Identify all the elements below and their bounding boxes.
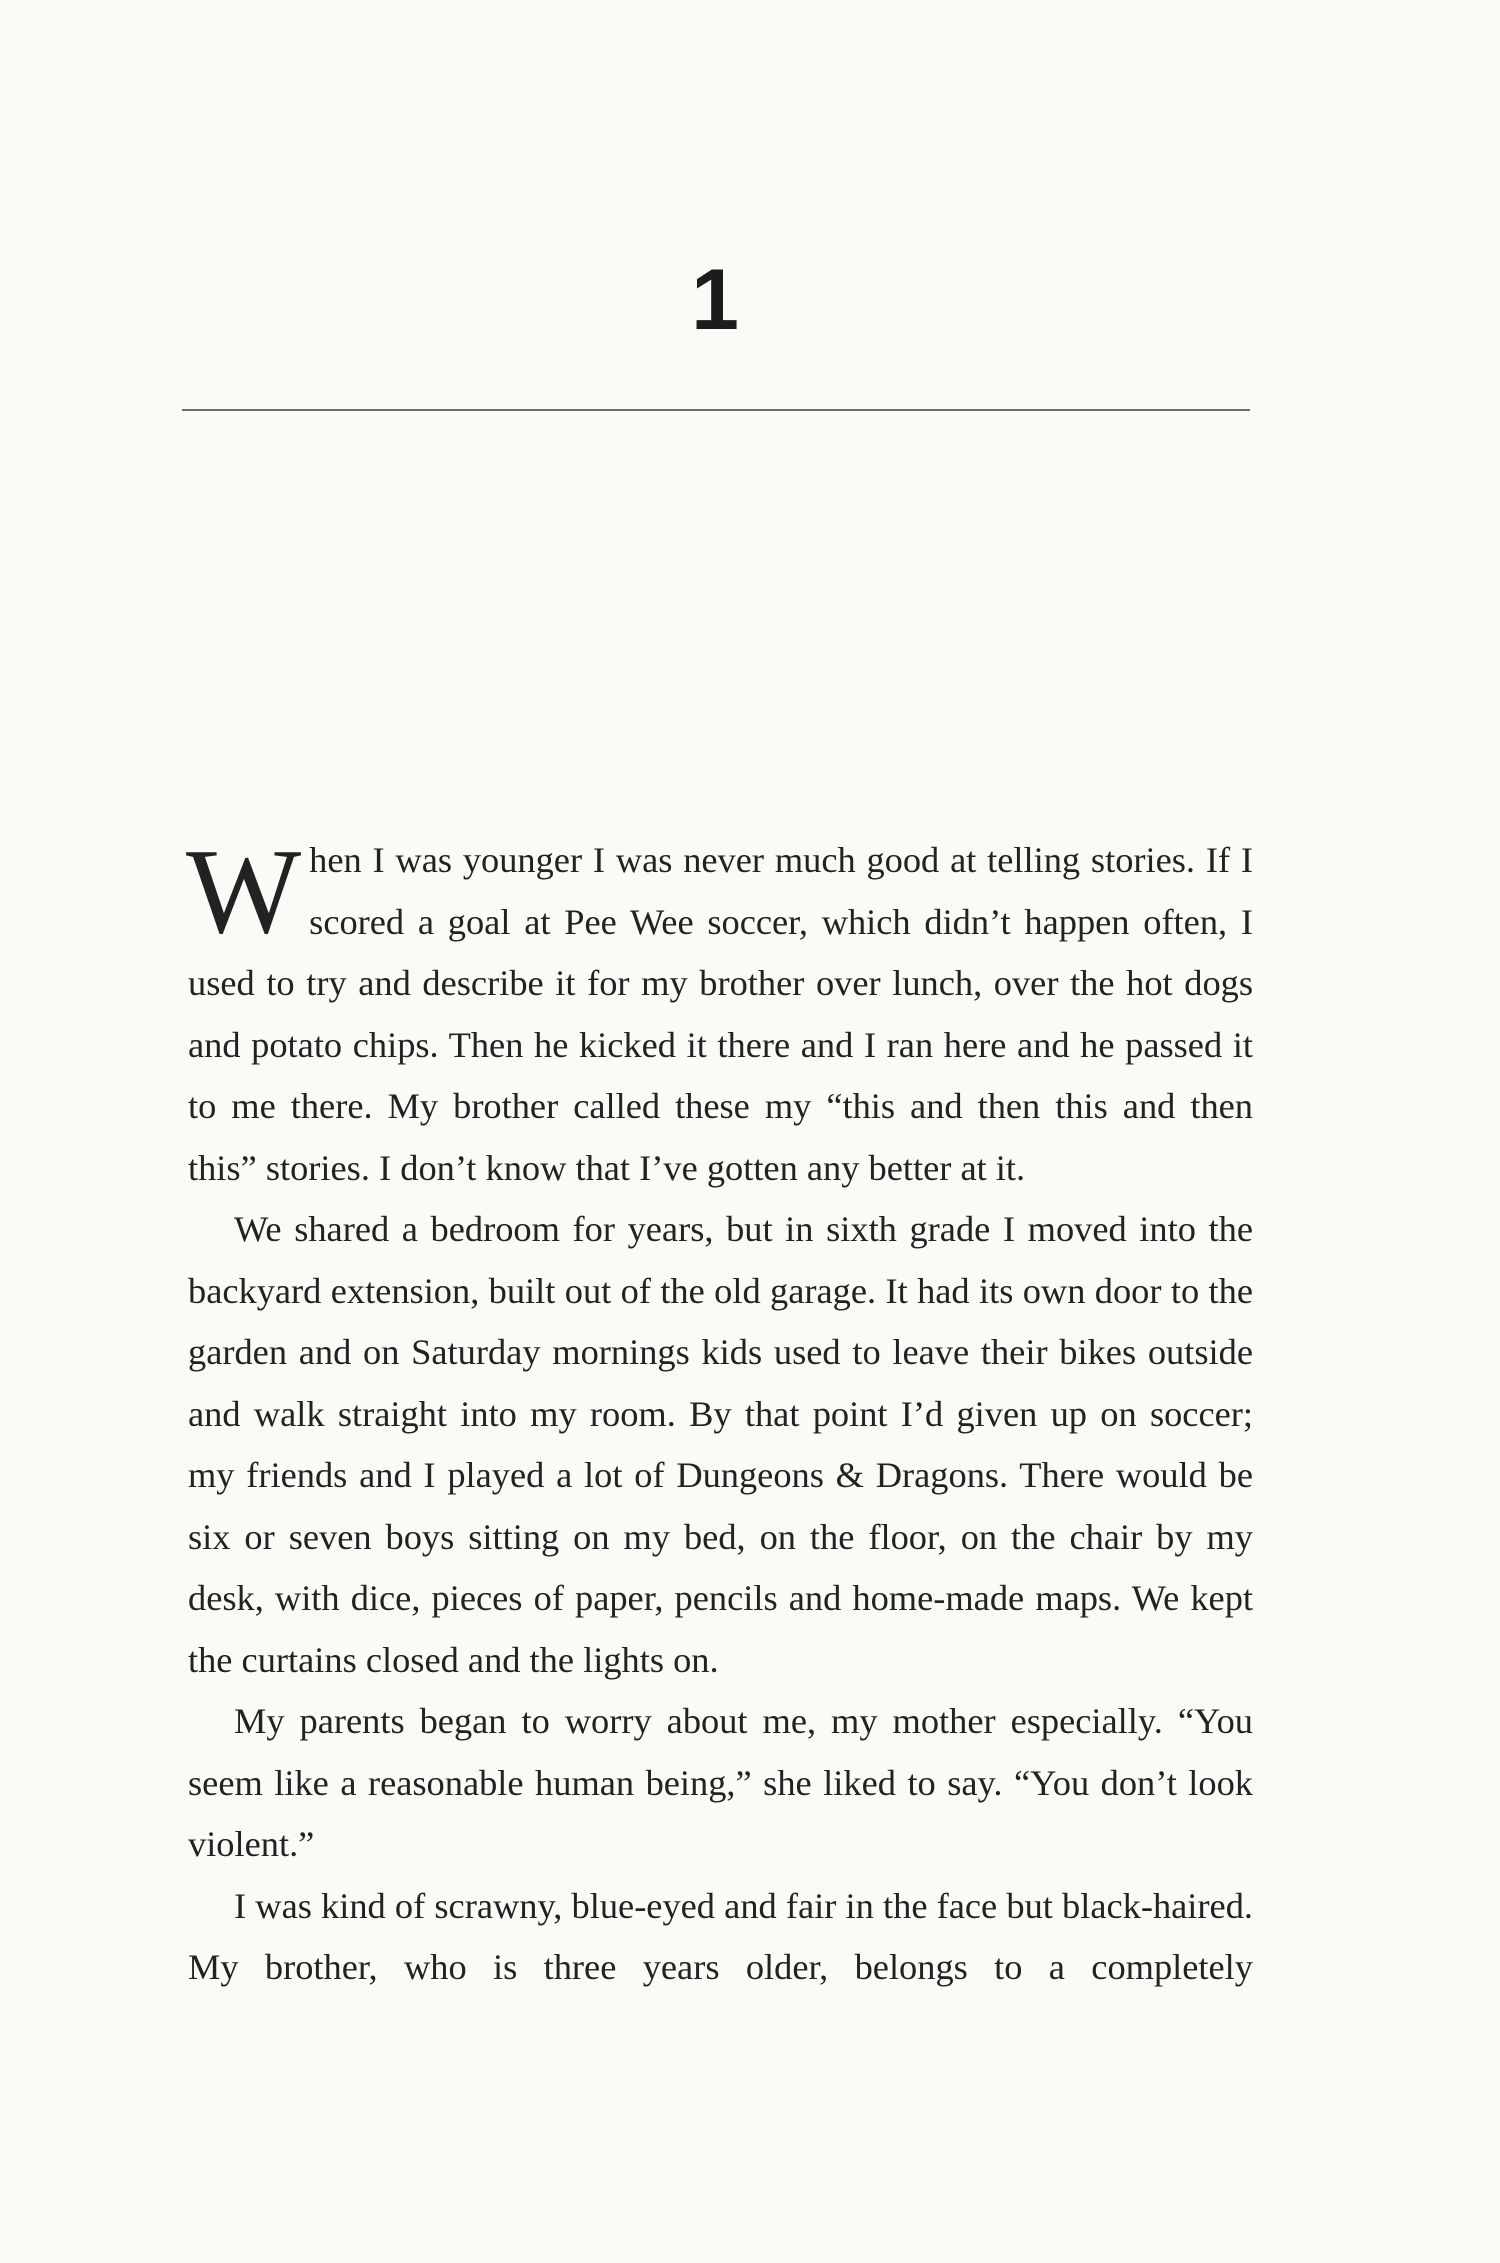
paragraph: My parents began to worry about me, my mother especially. “You seem like a reasonable human being,” she liked to say. “You don’t look violent.”: [188, 1701, 1253, 1864]
paragraph: We shared a bedroom for years, but in sixth grade I moved into the backyard extension, built out of the old garage. It had its own door to the garden and on Saturday mornings kids used to leave their bikes outside and walk straight into my room. By that point I’d given up on soccer; my friends and I played a lot of Dungeons & Dragons. There would be six or seven boys sitting on my bed, on the floor, on the chair by my desk, with dice, pieces of paper, pencils and home-made maps. We kept the curtains closed and the lights on.: [188, 1209, 1253, 1680]
drop-cap: W: [186, 824, 302, 959]
chapter-body: [186, 824, 1253, 1999]
paragraph: [186, 824, 1253, 1199]
chapter-number: 1: [691, 252, 739, 348]
paragraph-text: hen I was younger I was never much good at telling stories. If I scored a goal at Pee Wee soccer, which didn’t happen often, I used to try and describe it for my brother over lunch, over the hot dogs and potato chips. Then he kicked it there and I ran here and he passed it to me there. My brother called these my “this and then this and then this” stories. I don’t know that I’ve gotten any better at it.: [188, 840, 1253, 1188]
chapter-rule: [182, 409, 1250, 411]
paragraph: I was kind of scrawny, blue-eyed and fair in the face but black-haired. My brother, who is three years older, belongs to a completely: [188, 1885, 1253, 1987]
